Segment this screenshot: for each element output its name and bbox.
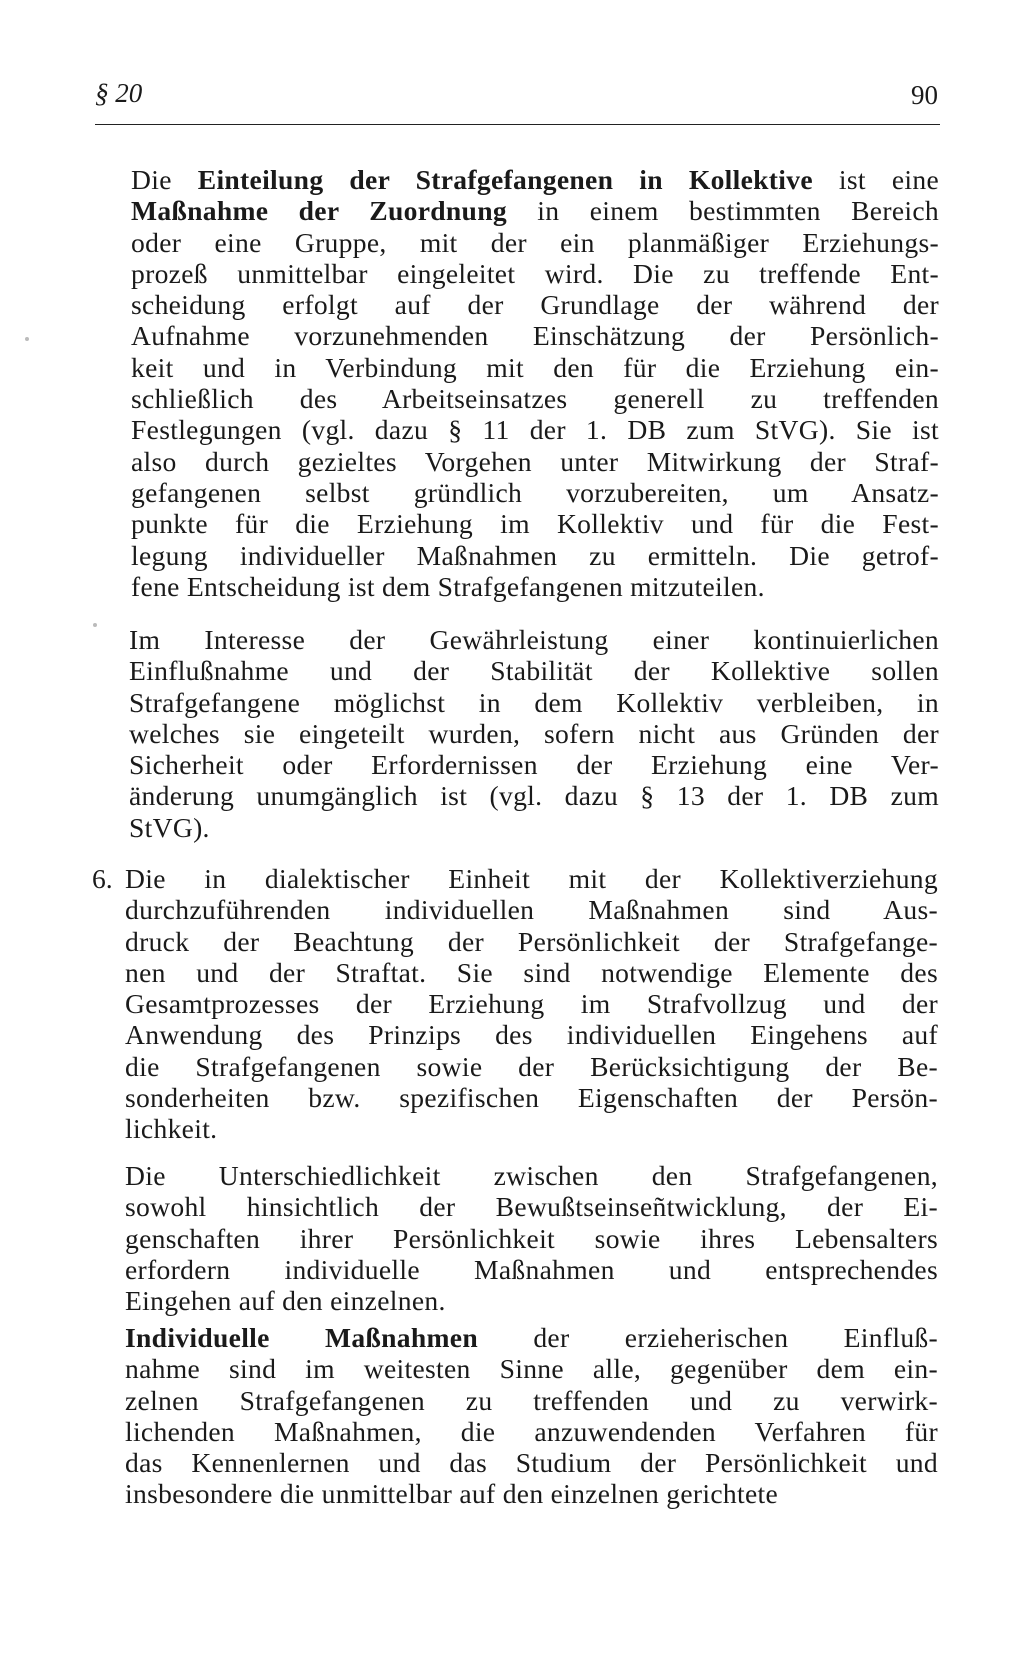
text-segment: lichenden Maßnahmen, die anzuwendenden Verfahren für: [125, 1415, 938, 1447]
paragraph-differences: [125, 1160, 938, 1316]
text-segment: genschaften ihrer Persönlichkeit sowie ihres Lebensalters: [125, 1222, 938, 1254]
text-segment: gefangenen selbst gründlich vorzubereiten, um Ansatz-: [131, 476, 939, 508]
paragraph-individual-measures-definition: [125, 1322, 938, 1510]
text-segment: Im Interesse der Gewährleistung einer kontinuierlichen: [129, 624, 939, 655]
text-line: [129, 780, 939, 811]
text-line: [125, 1160, 938, 1191]
text-line: [125, 863, 938, 894]
text-line: [131, 540, 939, 571]
page-header: [95, 70, 940, 125]
text-segment: Eingehen auf den einzelnen.: [125, 1285, 446, 1317]
text-segment: welches sie eingeteilt wurden, sofern nicht aus Gründen der: [129, 717, 939, 749]
text-line: [131, 571, 939, 602]
text-line: [125, 1353, 938, 1384]
text-line: [125, 894, 938, 925]
text-segment: Die in dialektischer Einheit mit der Kollektiverziehung: [125, 863, 938, 894]
text-segment: erfordern individuelle Maßnahmen und entsprechendes: [125, 1253, 938, 1285]
text-line: [131, 352, 939, 383]
text-segment: das Kennenlernen und das Studium der Persönlichkeit und: [125, 1447, 938, 1479]
text-segment: druck der Beachtung der Persönlichkeit der Strafgefange-: [125, 925, 938, 957]
paragraph-individual-measures: [125, 863, 938, 1145]
scan-speck: [93, 623, 97, 627]
text-line: [131, 289, 939, 320]
text-line: [131, 320, 939, 351]
text-line: [129, 749, 939, 780]
text-line: [125, 988, 938, 1019]
text-line: [125, 1385, 938, 1416]
text-line: [131, 195, 939, 226]
text-line: [125, 1416, 938, 1447]
text-line: [129, 624, 939, 655]
text-line: [129, 718, 939, 749]
text-line: [125, 1322, 938, 1353]
bold-term: Individuelle Maßnahmen: [125, 1322, 478, 1353]
text-line: [129, 687, 939, 718]
bold-term: Einteilung der Strafgefangenen in Kollektive: [197, 164, 813, 195]
text-line: [131, 446, 939, 477]
text-line: [125, 1285, 938, 1316]
text-segment: Strafgefangene möglichst in dem Kollektiv verbleiben, in: [129, 686, 939, 718]
text-line: [131, 414, 939, 445]
text-line: [131, 508, 939, 539]
text-line: [125, 926, 938, 957]
text-segment: der erzieherischen Einfluß-: [477, 1322, 939, 1353]
text-segment: Die: [131, 164, 198, 195]
text-segment: punkte für die Erziehung im Kollektiv und für die Fest-: [131, 508, 939, 540]
text-line: [129, 812, 939, 843]
text-segment: insbesondere die unmittelbar auf den einzelnen gerichtete: [125, 1478, 779, 1510]
text-segment: also durch gezieltes Vorgehen unter Mitwirkung der Straf-: [131, 445, 939, 477]
text-segment: keit und in Verbindung mit den für die Erziehung ein-: [131, 351, 939, 383]
text-segment: ist eine: [812, 164, 939, 195]
text-line: [131, 383, 939, 414]
text-segment: lichkeit.: [125, 1113, 218, 1145]
text-segment: Sicherheit oder Erfordernissen der Erziehung eine Ver-: [129, 749, 939, 781]
text-line: [131, 258, 939, 289]
paragraph-collective-assignment: [131, 164, 939, 602]
text-segment: Gesamtprozesses der Erziehung im Strafvollzug und der: [125, 988, 938, 1020]
text-segment: oder eine Gruppe, mit der ein planmäßiger Erziehungs-: [131, 226, 939, 258]
text-segment: zelnen Strafgefangenen zu treffenden und zu verwirk-: [125, 1384, 938, 1416]
text-segment: Anwendung des Prinzips des individuellen Eingehens auf: [125, 1019, 938, 1051]
text-line: [125, 1223, 938, 1254]
text-segment: schließlich des Arbeitseinsatzes generell zu treffenden: [131, 383, 939, 415]
text-line: [125, 1447, 938, 1478]
text-line: [131, 227, 939, 258]
text-line: [131, 477, 939, 508]
text-segment: fene Entscheidung ist dem Strafgefangenen mitzuteilen.: [131, 570, 765, 602]
text-segment: durchzuführenden individuellen Maßnahmen sind Aus-: [125, 894, 938, 926]
text-segment: prozeß unmittelbar eingeleitet wird. Die zu treffende Ent-: [131, 257, 939, 289]
text-segment: Festlegungen (vgl. dazu § 11 der 1. DB zum StVG). Sie ist: [131, 414, 939, 446]
text-line: [129, 655, 939, 686]
scan-speck: [25, 337, 29, 341]
text-line: [125, 1191, 938, 1222]
text-segment: legung individueller Maßnahmen zu ermitteln. Die getrof-: [131, 539, 939, 571]
text-segment: scheidung erfolgt auf der Grundlage der während der: [131, 289, 939, 321]
text-segment: die Strafgefangenen sowie der Berücksichtigung der Be-: [125, 1050, 938, 1082]
paragraph-collective-stability: [129, 624, 939, 843]
text-line: [131, 164, 939, 195]
text-segment: Aufnahme vorzunehmenden Einschätzung der Persönlich-: [131, 320, 939, 352]
text-segment: Einflußnahme und der Stabilität der Kollektive sollen: [129, 655, 939, 687]
text-segment: in einem bestimmten Bereich: [506, 195, 939, 227]
text-line: [125, 1051, 938, 1082]
text-line: [125, 1082, 938, 1113]
list-item-number: 6.: [92, 863, 113, 894]
text-segment: StVG).: [129, 811, 210, 843]
page-number: 90: [911, 80, 938, 110]
text-line: [125, 1113, 938, 1144]
text-segment: nen und der Straftat. Sie sind notwendige Elemente des: [125, 956, 938, 988]
section-marker: § 20: [95, 78, 143, 108]
text-segment: sowohl hinsichtlich der Bewußtseinseñtwicklung, der Ei-: [125, 1191, 938, 1223]
text-segment: Die Unterschiedlichkeit zwischen den Strafgefangenen,: [125, 1160, 938, 1191]
text-segment: sonderheiten bzw. spezifischen Eigenschaften der Persön-: [125, 1082, 938, 1114]
text-line: [125, 1019, 938, 1050]
text-segment: nahme sind im weitesten Sinne alle, gegenüber dem ein-: [125, 1353, 938, 1385]
text-line: [125, 957, 938, 988]
text-line: [125, 1478, 938, 1509]
text-line: [125, 1254, 938, 1285]
bold-term: Maßnahme der Zuordnung: [131, 195, 507, 227]
text-segment: änderung unumgänglich ist (vgl. dazu § 13 der 1. DB zum: [129, 780, 939, 812]
